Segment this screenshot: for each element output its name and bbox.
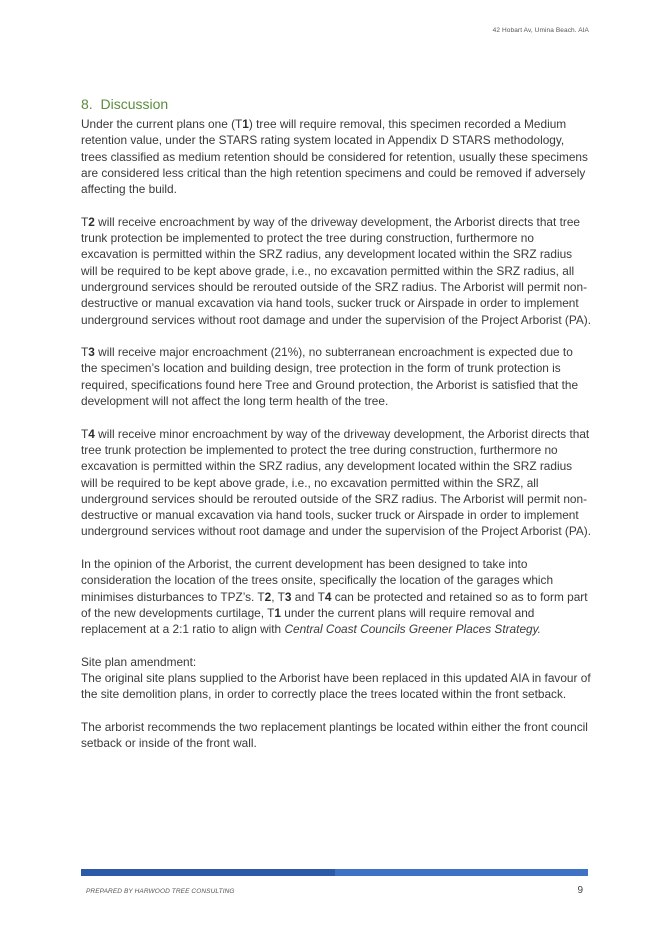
body-text	[81, 116, 591, 768]
section-title: Discussion	[100, 96, 169, 112]
header-reference: 42 Hobart Av, Umina Beach. AIA	[492, 27, 589, 34]
footer-bar	[81, 869, 588, 876]
paragraph-t4: T4 will receive minor encroachment by way of the driveway development, the Arborist directs that tree trunk protection be implemented to protect the tree during construction, furthermore no excavation is permitted within the SRZ radius, any development located within the SRZ radius will be required to be kept above grade, i.e., no excavation permitted within the SRZ, all underground services should be rerouted outside of the SRZ radius. The Arborist will permit non-destructive or manual excavation via hand tools, sucker truck or Airspade in order to implement underground services without root damage and under the supervision of the Project Arborist (PA).	[81, 426, 591, 539]
page-number: 9	[577, 885, 583, 896]
paragraph-replacement: The arborist recommends the two replacement plantings be located within either the front council setback or inside of the front wall.	[81, 719, 588, 751]
strategy-reference: Central Coast Councils Greener Places Strategy.	[284, 622, 541, 637]
paragraph-t1: Under the current plans one (T1) tree will require removal, this specimen recorded a Medium retention value, under the STARS rating system located in Appendix D STARS methodology, trees classified as medium retention should be considered for retention, usually these specimens are considered less critical than the high retention specimens and could be removed if adversely affecting the build.	[81, 117, 588, 197]
paragraph-t2: T2 will receive encroachment by way of the driveway development, the Arborist directs that tree trunk protection be implemented to protect the tree during construction, furthermore no excavation is permitted within the SRZ radius, any development located within the SRZ radius will be required to be kept above grade, i.e., no excavation permitted within the SRZ radius, all underground services should be rerouted outside of the SRZ radius. The Arborist will permit non-destructive or manual excavation via hand tools, sucker truck or Airspade in order to implement underground services without root damage and under the supervision of the Project Arborist (PA).	[81, 214, 591, 327]
paragraph-opinion: In the opinion of the Arborist, the current development has been designed to take into consideration the location of the trees onsite, specifically the location of the garages which minimises disturbances to TPZ’s. T2, T3 and T4 can be protected and retained so as to form part of the new developments curtilage, T1 under the current plans will require removal and replacement at a 2:1 ratio to align with Central Coast Councils Greener Places Strategy.	[81, 557, 588, 637]
footer-bar-accent	[81, 869, 335, 876]
footer-label: PREPARED BY HARWOOD TREE CONSULTING	[86, 888, 235, 895]
paragraph-t3: T3 will receive major encroachment (21%), no subterranean encroachment is expected due to the specimen’s location and building design, tree protection in the form of trunk protection is required, specifications found here Tree and Ground protection, the Arborist is satisfied that the development will not affect the long term health of the tree.	[81, 345, 579, 409]
section-number: 8.	[81, 96, 93, 112]
section-heading	[81, 96, 168, 112]
paragraph-site-plan: Site plan amendment: The original site plans supplied to the Arborist have been replaced in this updated AIA in favour of the site demolition plans, in order to correctly place the trees located within the front setback.	[81, 654, 591, 702]
